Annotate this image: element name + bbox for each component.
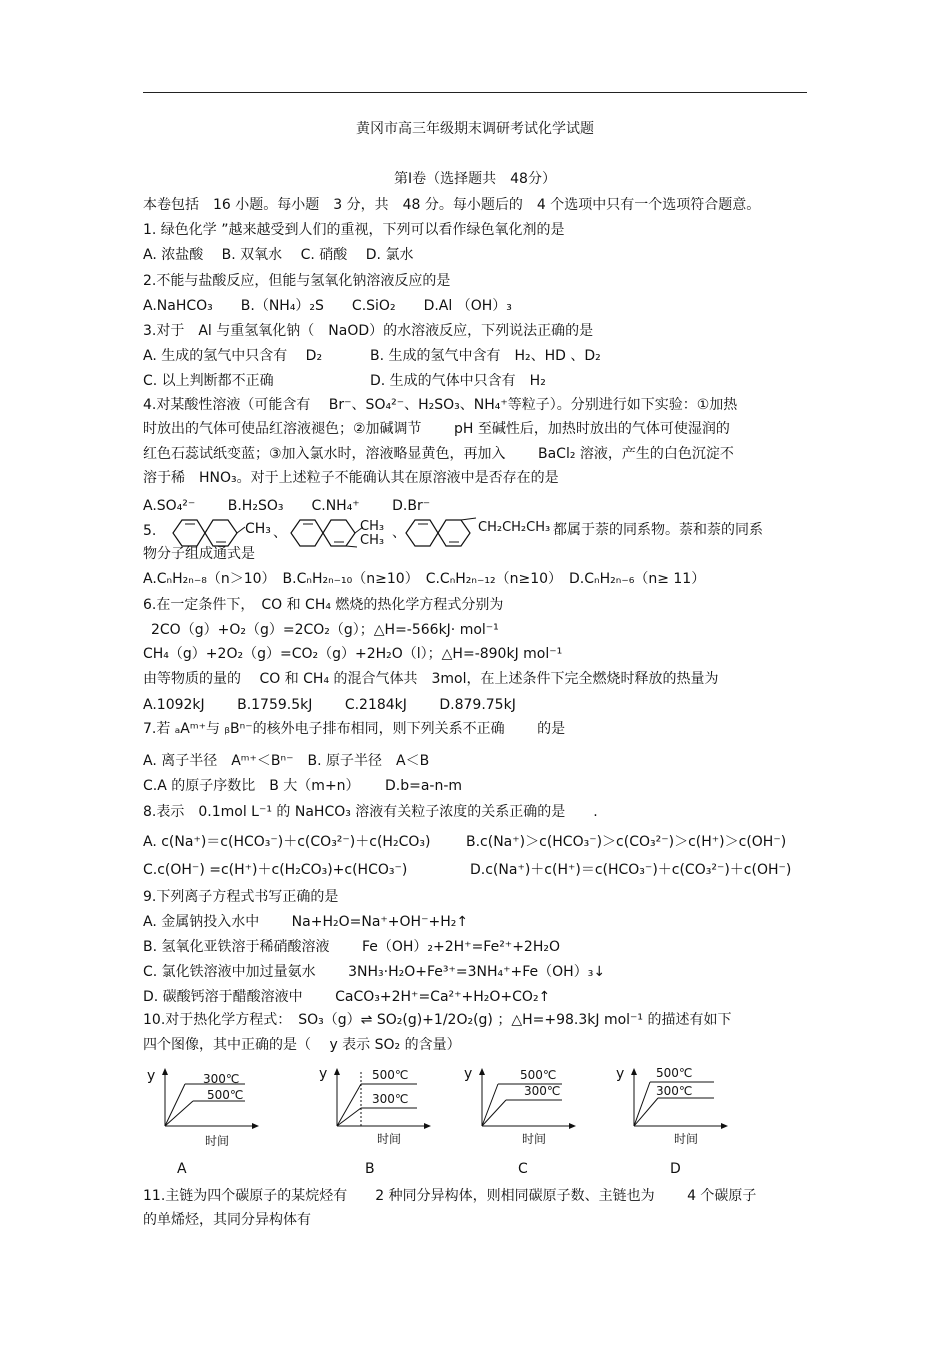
q6-line3: 由等物质的量的 CO 和 CH₄ 的混合气体共 3mol，在上述条件下完全燃烧时释放的热量为 (143, 671, 719, 687)
q4-line3: 红色石蕊试纸变蓝；③加入氯水时，溶液略显黄色，再加入 BaCl₂ 溶液，产生的白色沉淀不 (143, 446, 734, 462)
graph-c (462, 1064, 582, 1179)
q5-options: A.CₙH₂ₙ₋₈（n＞10） B.CₙH₂ₙ₋₁₀（n≥10） C.CₙH₂ₙ₋₁₂（n≥10） D.CₙH₂ₙ₋₆（n≥ 11） (143, 571, 706, 587)
q7-stem: 7.若 ₐAᵐ⁺与 ᵦBⁿ⁻的核外电子排布相同，则下列关系不正确 的是 (143, 721, 566, 737)
dimethylnaphthalene-structure (287, 515, 367, 551)
q8-option-d: D.c(Na⁺)＋c(H⁺)＝c(HCO₃⁻)＋c(CO₃²⁻)＋c(OH⁻) (470, 862, 792, 878)
q3-stem: 3.对于 Al 与重氢氧化钠（ NaOD）的水溶液反应，下列说法正确的是 (143, 323, 594, 339)
graph-d-letter: D (670, 1161, 681, 1177)
graph-a-upper-label: 300℃ (203, 1072, 240, 1086)
q3-option-c: C. 以上判断都不正确 (143, 373, 274, 389)
graph-a-x-label: 时间 (205, 1134, 230, 1148)
q1-options: A. 浓盐酸 B. 双氧水 C. 硝酸 D. 氯水 (143, 247, 414, 263)
graph-b (317, 1064, 437, 1179)
propylnaphthalene-structure (402, 515, 478, 551)
q5-line2: 物分子组成通式是 (143, 546, 255, 562)
q4-line4: 溶于稀 HNO₃。对于上述粒子不能确认其在原溶液中是否存在的是 (143, 470, 559, 486)
graph-d-y-label: y (616, 1066, 625, 1082)
q3-option-a: A. 生成的氢气中只含有 D₂ (143, 348, 323, 364)
q7-options-cd: C.A 的原子序数比 B 大（m+n） D.b=a-n-m (143, 778, 463, 794)
graph-a (145, 1064, 265, 1179)
q5-separator-2: 、 (392, 525, 406, 541)
q9-option-a: A. 金属钠投入水中 Na+H₂O=Na⁺+OH⁻+H₂↑ (143, 914, 469, 930)
graph-b-upper-label: 500℃ (372, 1068, 409, 1082)
graph-c-upper-label: 500℃ (520, 1068, 557, 1082)
q4-line2: 时放出的气体可使品红溶液褪色；②加碱调节 pH 至碱性后，加热时放出的气体可使湿润的 (143, 421, 730, 437)
q4-options: A.SO₄²⁻ B.H₂SO₃ C.NH₄⁺ D.Br⁻ (143, 498, 431, 514)
q5-ch3-label-1: CH₃ (245, 521, 271, 537)
graph-c-lower-label: 300℃ (524, 1084, 561, 1098)
graph-d (614, 1064, 734, 1179)
q2-stem: 2.不能与盐酸反应，但能与氢氧化钠溶液反应的是 (143, 273, 451, 289)
q2-options: A.NaHCO₃ B.（NH₄）₂S C.SiO₂ D.Al （OH）₃ (143, 298, 512, 314)
q11-line2: 的单烯烃，其同分异构体有 (143, 1212, 311, 1228)
q6-equation-1: 2CO（g）+O₂（g）=2CO₂（g）；△H=-566kJ· mol⁻¹ (151, 622, 499, 638)
graph-b-letter: B (365, 1161, 375, 1177)
graph-b-x-label: 时间 (377, 1132, 402, 1146)
header-rule (143, 92, 807, 93)
graph-c-y-label: y (464, 1066, 473, 1082)
q10-stem: 10.对于热化学方程式： SO₃（g）⇌ SO₂(g)+1/2O₂(g) ；△H=+98.3kJ mol⁻¹ 的描述有如下 (143, 1012, 732, 1028)
section-heading: 第Ⅰ卷（选择题共 48分） (394, 171, 556, 187)
q5-number: 5. (143, 523, 157, 539)
graph-a-y-label: y (147, 1068, 156, 1084)
intro-text: 本卷包括 16 小题。每小题 3 分，共 48 分。每小题后的 4 个选项中只有一个选项符合题意。 (143, 197, 761, 213)
graph-c-letter: C (518, 1161, 528, 1177)
q6-options: A.1092kJ B.1759.5kJ C.2184kJ D.879.75kJ (143, 697, 516, 713)
q5-separator-1: 、 (273, 525, 287, 541)
q3-option-d: D. 生成的气体中只含有 H₂ (370, 373, 546, 389)
q8-stem: 8.表示 0.1mol L⁻¹ 的 NaHCO₃ 溶液有关粒子浓度的关系正确的是 . (143, 804, 598, 820)
q11-line1: 11.主链为四个碳原子的某烷烃有 2 种同分异构体，则相同碳原子数、主链也为 4 个碳原子 (143, 1188, 757, 1204)
q8-option-b: B.c(Na⁺)＞c(HCO₃⁻)＞c(CO₃²⁻)＞c(H⁺)＞c(OH⁻) (466, 834, 787, 850)
q8-option-c: C.c(OH⁻) =c(H⁺)＋c(H₂CO₃)+c(HCO₃⁻) (143, 862, 408, 878)
q9-option-b: B. 氢氧化亚铁溶于稀硝酸溶液 Fe（OH）₂+2H⁺=Fe²⁺+2H₂O (143, 939, 560, 955)
q7-options-ab: A. 离子半径 Aᵐ⁺＜Bⁿ⁻ B. 原子半径 A＜B (143, 753, 430, 769)
q9-option-d: D. 碳酸钙溶于醋酸溶液中 CaCO₃+2H⁺=Ca²⁺+H₂O+CO₂↑ (143, 989, 551, 1005)
q4-line1: 4.对某酸性溶液（可能含有 Br⁻、SO₄²⁻、H₂SO₃、NH₄⁺等粒子）。分别进行如下实验：①加热 (143, 397, 738, 413)
q9-option-c: C. 氯化铁溶液中加过量氨水 3NH₃·H₂O+Fe³⁺=3NH₄⁺+Fe（OH）₃↓ (143, 964, 606, 980)
q5-ch3-label-2a: CH₃ (360, 519, 385, 534)
q9-stem: 9.下列离子方程式书写正确的是 (143, 889, 339, 905)
graph-d-x-label: 时间 (674, 1132, 699, 1146)
q5-propyl-label: CH₂CH₂CH₃ (478, 520, 551, 535)
graph-d-upper-label: 500℃ (656, 1066, 693, 1080)
graph-d-lower-label: 300℃ (656, 1084, 693, 1098)
graph-a-letter: A (177, 1161, 187, 1177)
page-title: 黄冈市高三年级期末调研考试化学试题 (356, 121, 594, 137)
q6-equation-2: CH₄（g）+2O₂（g）=CO₂（g）+2H₂O（l）；△H=-890kJ mol⁻¹ (143, 646, 563, 662)
q5-tail: 都属于萘的同系物。萘和萘的同系 (553, 522, 763, 538)
graph-a-lower-label: 500℃ (207, 1088, 244, 1102)
q6-stem: 6.在一定条件下， CO 和 CH₄ 燃烧的热化学方程式分别为 (143, 597, 504, 613)
q3-option-b: B. 生成的氢气中含有 H₂、HD 、D₂ (370, 348, 601, 364)
q5-ch3-label-2b: CH₃ (360, 533, 385, 548)
q10-line2: 四个图像，其中正确的是（ y 表示 SO₂ 的含量） (143, 1037, 461, 1053)
graph-b-y-label: y (319, 1066, 328, 1082)
graph-c-x-label: 时间 (522, 1132, 547, 1146)
q1-stem: 1. 绿色化学 ”越来越受到人们的重视，下列可以看作绿色氧化剂的是 (143, 222, 565, 238)
graph-b-lower-label: 300℃ (372, 1092, 409, 1106)
q8-option-a: A. c(Na⁺)＝c(HCO₃⁻)＋c(CO₃²⁻)＋c(H₂CO₃) (143, 834, 431, 850)
